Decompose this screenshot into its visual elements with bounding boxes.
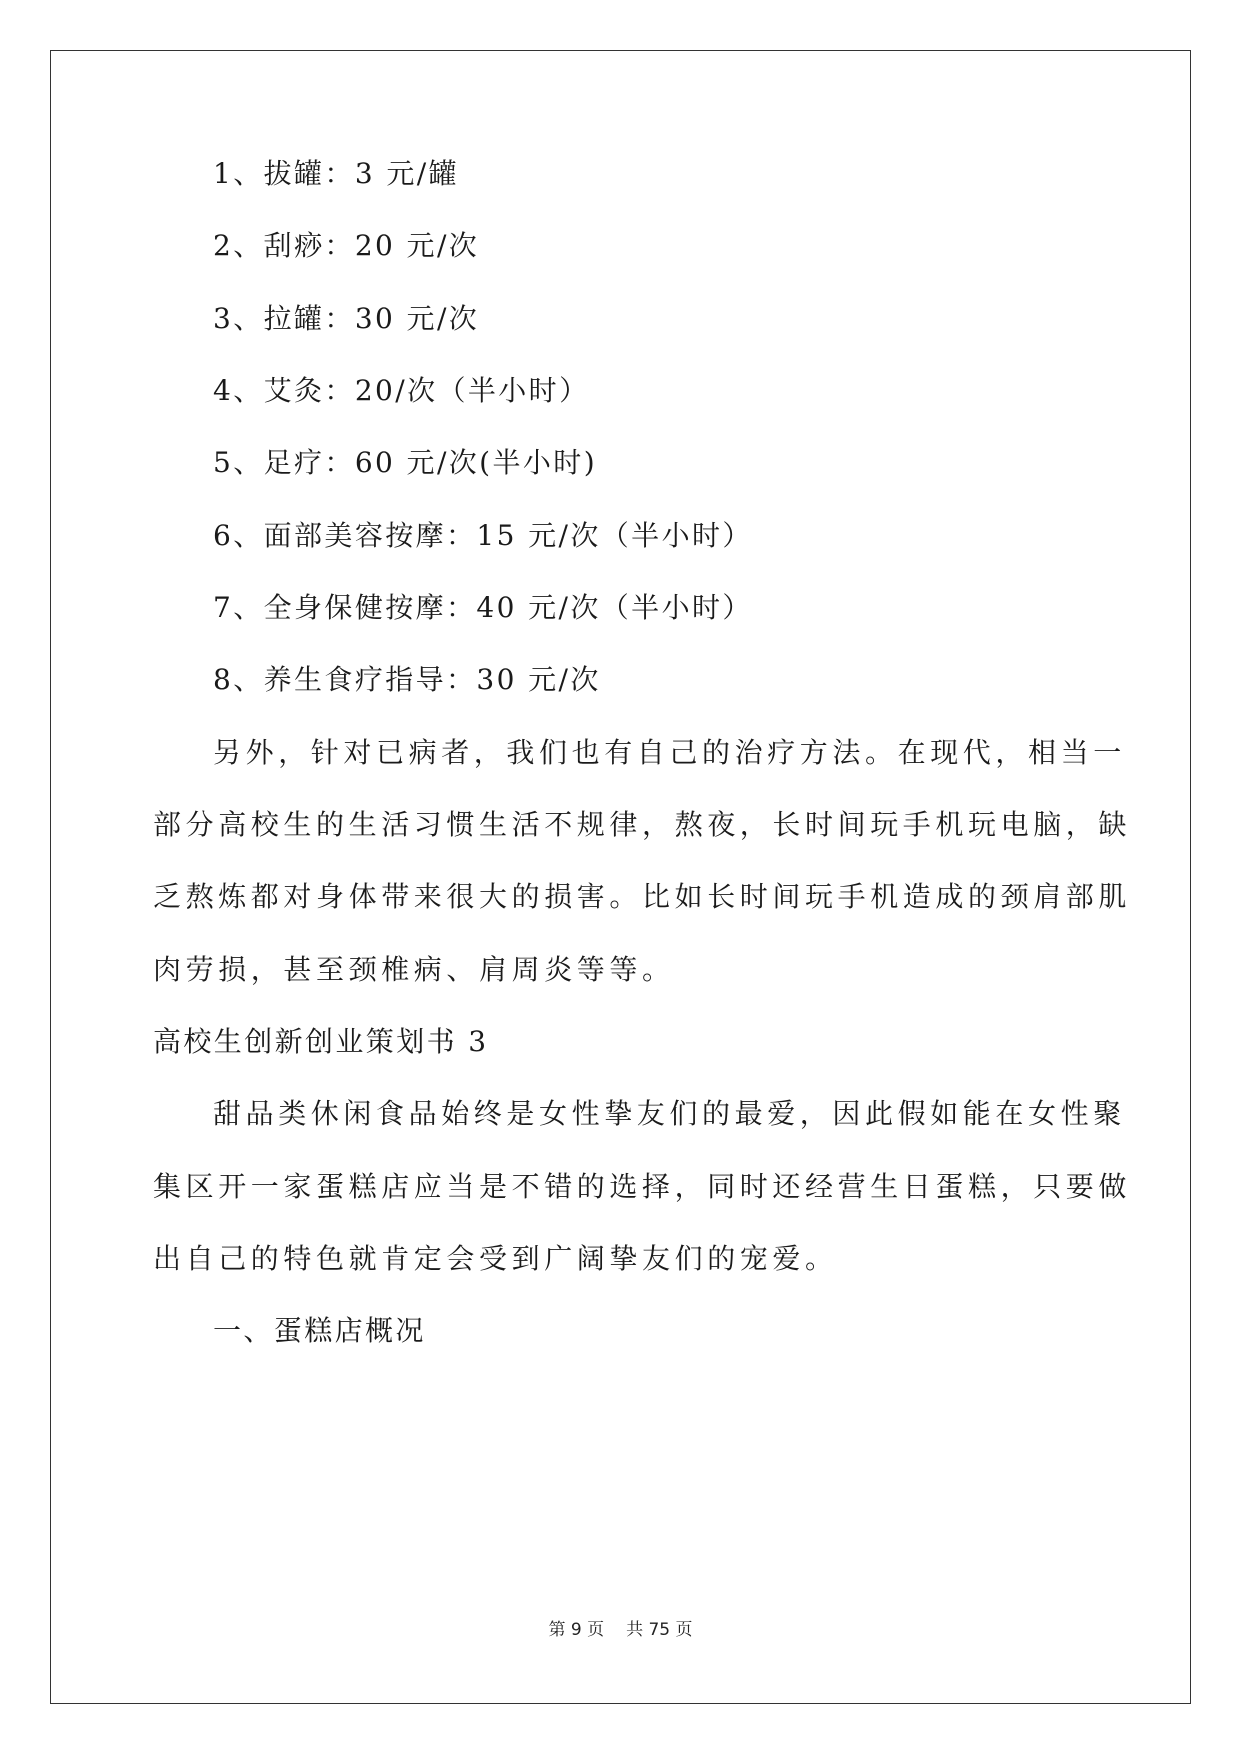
page-footer: [0, 1618, 1241, 1642]
paragraph-1-line-2: 部分高校生的生活习惯生活不规律，熬夜，长时间玩手机玩电脑，缺: [153, 808, 1132, 841]
subheading: 一、蛋糕店概况: [213, 1314, 426, 1347]
price-item-5: 5、足疗：60 元/次(半小时): [213, 446, 598, 479]
price-item-8: 8、养生食疗指导：30 元/次: [213, 663, 601, 696]
price-item-2: 2、刮痧：20 元/次: [213, 229, 480, 262]
total-pages: 共 75 页: [626, 1620, 693, 1640]
paragraph-1-line-1: 另外，针对已病者，我们也有自己的治疗方法。在现代，相当一: [213, 736, 1126, 769]
price-item-4: 4、艾灸：20/次（半小时）: [213, 374, 590, 407]
price-item-1: 1、拔罐：3 元/罐: [213, 157, 459, 190]
paragraph-2-line-3: 出自己的特色就肯定会受到广阔挚友们的宠爱。: [153, 1242, 838, 1275]
paragraph-1-line-3: 乏熬炼都对身体带来很大的损害。比如长时间玩手机造成的颈肩部肌: [153, 880, 1132, 913]
page-number: 第 9 页: [548, 1620, 605, 1640]
paragraph-2-line-1: 甜品类休闲食品始终是女性挚友们的最爱，因此假如能在女性聚: [213, 1097, 1126, 1130]
price-item-6: 6、面部美容按摩：15 元/次（半小时）: [213, 519, 753, 552]
paragraph-1-line-4: 肉劳损，甚至颈椎病、肩周炎等等。: [153, 953, 675, 986]
paragraph-2-line-2: 集区开一家蛋糕店应当是不错的选择，同时还经营生日蛋糕，只要做: [153, 1170, 1132, 1203]
section-title: 高校生创新创业策划书 3: [153, 1025, 489, 1058]
price-item-3: 3、拉罐：30 元/次: [213, 302, 480, 335]
price-item-7: 7、全身保健按摩：40 元/次（半小时）: [213, 591, 753, 624]
